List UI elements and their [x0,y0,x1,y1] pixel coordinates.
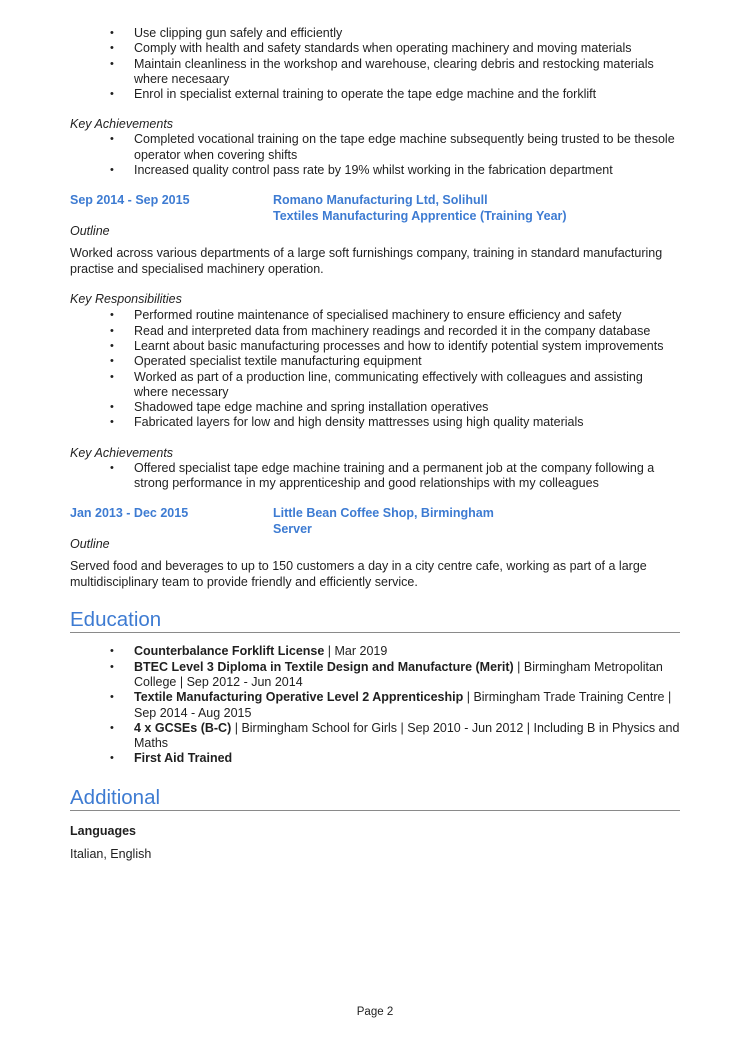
education-details: | Birmingham Trade Training Centre | Sep 2014 - Aug 2015 [134,690,672,720]
achievements-list [70,132,680,178]
outline-label: Outline [70,224,110,239]
achievements-list [70,461,680,492]
job-dates: Jan 2013 - Dec 2015 [70,506,189,521]
job-title: Textiles Manufacturing Apprentice (Training Year) [273,209,567,224]
job-outline: Worked across various departments of a large soft furnishings company, training in standard manufacturing practise and specialised machinery operation. [70,246,663,277]
job-header [70,505,680,537]
list-item: • Operated specialist textile manufacturing equipment [134,354,680,369]
education-details: | Birmingham Metropolitan College | Sep 2012 - Jun 2014 [134,659,663,689]
list-item: • Learnt about basic manufacturing processes and how to identify potential system improvements [134,339,680,354]
education-qualification: First Aid Trained [134,751,233,766]
education-qualification: BTEC Level 3 Diploma in Textile Design and Manufacture (Merit) [134,659,514,674]
education-heading: Education [70,608,162,632]
section-divider [70,810,680,811]
list-item: • Use clipping gun safely and efficiently [134,26,680,41]
list-item: • Increased quality control pass rate by 19% whilst working in the fabrication department [134,163,680,178]
list-item: • Comply with health and safety standards when operating machinery and moving materials [134,41,680,56]
outline-label: Outline [70,537,110,552]
list-item: • Read and interpreted data from machinery readings and recorded it in the company database [134,324,680,339]
page-number: Page 2 [356,1006,394,1018]
languages-value: Italian, English [70,846,152,861]
job-company: Little Bean Coffee Shop, Birmingham [273,506,494,521]
job-dates: Sep 2014 - Sep 2015 [70,193,190,208]
languages-label: Languages [70,823,136,838]
education-qualification: Counterbalance Forklift License [134,644,325,659]
list-item: • Completed vocational training on the tape edge machine subsequently being trusted to be thesole operator when covering shifts [134,132,680,163]
list-item: • Offered specialist tape edge machine training and a permanent job at the company following a strong performance in my apprenticeship and good relationships with my colleagues [134,461,680,492]
education-qualification: Textile Manufacturing Operative Level 2 Apprenticeship [134,690,464,705]
education-item [134,644,680,659]
education-item [134,751,680,766]
job-header [70,192,680,224]
list-item: • Maintain cleanliness in the workshop and warehouse, clearing debris and restocking materials where necesaary [134,57,680,88]
education-details: | Mar 2019 [324,644,388,659]
key-achievements-label: Key Achievements [70,117,174,132]
list-item: • Performed routine maintenance of specialised machinery to ensure efficiency and safety [134,308,680,323]
responsibilities-list [70,308,680,430]
education-list [70,644,680,766]
list-item: • Fabricated layers for low and high density mattresses using high quality materials [134,415,680,430]
education-details: | Birmingham School for Girls | Sep 2010 - Jun 2012 | Including B in Physics and Maths [134,720,680,751]
list-item: • Enrol in specialist external training to operate the tape edge machine and the forklift [134,87,680,102]
education-item [134,721,680,752]
job-title: Server [273,522,312,537]
list-item: • Worked as part of a production line, communicating effectively with colleagues and assisting where necessary [134,370,680,401]
additional-heading: Additional [70,785,161,809]
list-item: • Shadowed tape edge machine and spring installation operatives [134,400,680,415]
education-qualification: 4 x GCSEs (B-C) [134,720,232,735]
key-responsibilities-label: Key Responsibilities [70,292,182,307]
education-item [134,690,680,721]
key-achievements-label: Key Achievements [70,445,174,460]
section-divider [70,632,680,633]
resume-page-content [70,26,680,862]
responsibilities-list [70,26,680,102]
education-item [134,660,680,691]
job-company: Romano Manufacturing Ltd, Solihull [273,193,488,208]
job-outline: Served food and beverages to up to 150 customers a day in a city centre cafe, working as part of a large multidisciplinary team to provide friendly and efficiently service. [70,559,647,590]
